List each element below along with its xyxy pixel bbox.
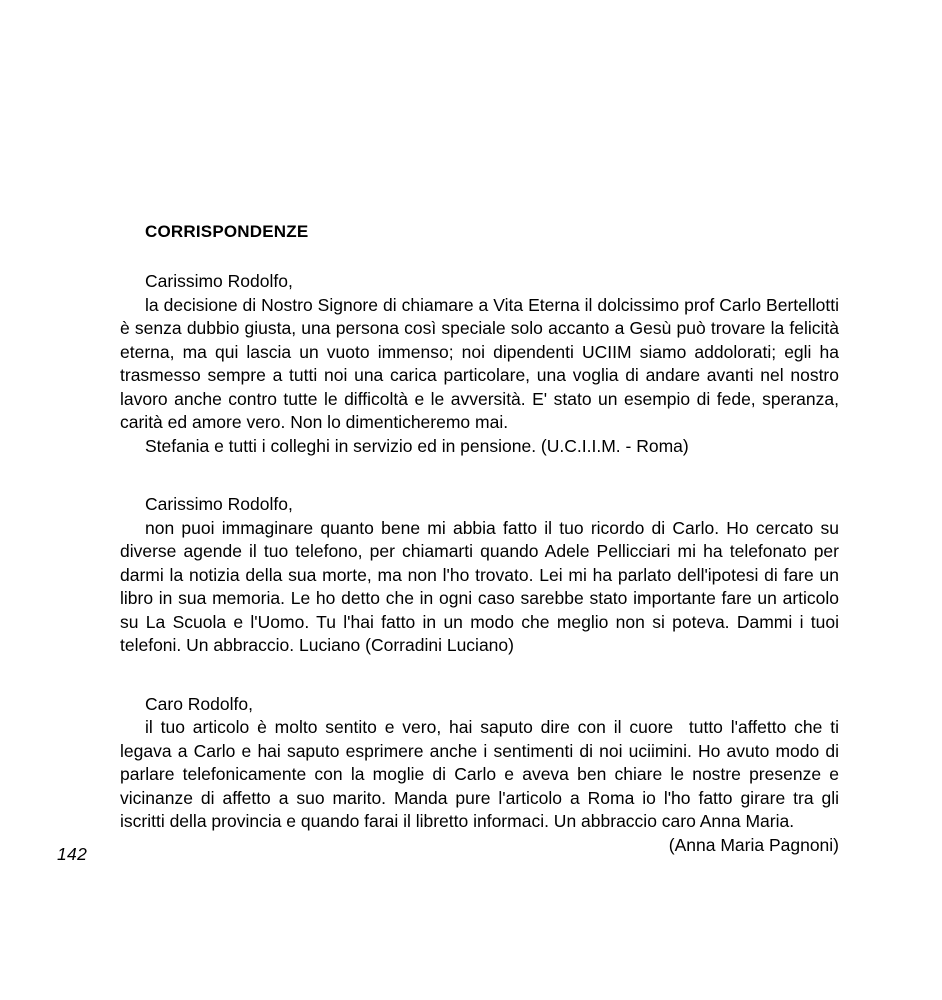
letter-spacer	[120, 484, 839, 493]
letter-salutation: Carissimo Rodolfo,	[145, 494, 293, 514]
letter-signature: (Anna Maria Pagnoni)	[668, 834, 839, 855]
letter-salutation: Carissimo Rodolfo,	[145, 271, 293, 291]
letter-salutation: Caro Rodolfo,	[145, 693, 253, 714]
letter-body: il tuo articolo è molto sentito e vero, hai saputo dire con il cuore tutto l'affetto che ti legava a Carlo e hai saputo esprimere anche i sentimenti di noi uciimini. Ho avuto modo di parlare telefonicamente con la moglie di Carlo e aveva ben chiare le nostre presenze e vicinanze di affetto a suo marito. Manda pure l'articolo a Roma io l'ho fatto girare tra gli iscritti della provincia e quando farai il libretto informaci. Un abbraccio caro Anna Maria.	[120, 717, 844, 831]
letter-body: la decisione di Nostro Signore di chiamare a Vita Eterna il dolcissimo prof Carlo Bertellotti è senza dubbio giusta, una persona così speciale solo accanto a Gesù può trovare la felicità eterna, ma qui lascia un vuoto immenso; noi dipendenti UCIIM siamo addolorati; egli ha trasmesso sempre a tutti noi una carica particolare, una voglia di andare avanti nel nostro lavoro anche contro tutte le difficoltà e le avversità. E' stato un esempio di fede, speranza, carità ed amore vero. Non lo dimenticheremo mai.	[120, 294, 844, 432]
page-number: 142	[57, 844, 88, 864]
page-title: CORRISPONDENZE	[145, 222, 309, 241]
letter-block-3	[120, 693, 844, 858]
letter-spacer	[120, 684, 839, 693]
letter-block-1	[120, 270, 844, 458]
page-content	[120, 222, 844, 883]
letter-closing: Stefania e tutti i colleghi in servizio ed in pensione. (U.C.I.I.M. - Roma)	[145, 435, 689, 456]
letter-body: non puoi immaginare quanto bene mi abbia fatto il tuo ricordo di Carlo. Ho cercato su diverse agende il tuo telefono, per chiamarti quando Adele Pellicciari mi ha telefonato per darmi la notizia della sua morte, ma non l'ho trovato. Lei mi ha parlato dell'ipotesi di fare un libro in sua memoria. Le ho detto che in ogni caso sarebbe stato importante fare un articolo su La Scuola e l'Uomo. Tu l'hai fatto in un modo che meglio non si poteva. Dammi i tuoi telefoni. Un abbraccio. Luciano (Corradini Luciano)	[120, 517, 844, 655]
letter-block-2	[120, 493, 844, 658]
